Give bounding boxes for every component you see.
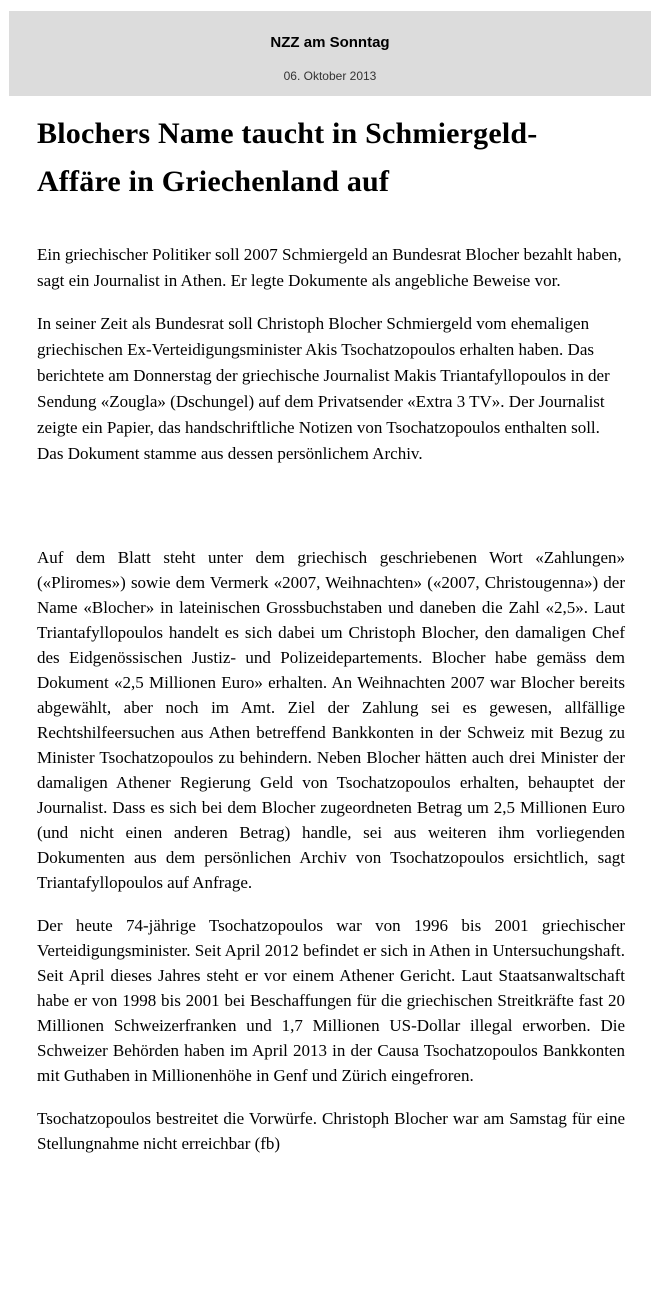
masthead: [9, 11, 651, 96]
article-paragraph: In seiner Zeit als Bundesrat soll Christoph Blocher Schmiergeld vom ehemaligen griechischen Ex-Verteidigungsminister Akis Tsochatzopoulos erhalten haben. Das berichtete am Donnerstag der griechische Journalist Makis Triantafyllopoulos in der Sendung «Zougla» (Dschungel) auf dem Privatsender «Extra 3 TV». Der Journalist zeigte ein Papier, das handschriftliche Notizen von Tsochatzopoulos enthalten soll. Das Dokument stamme aus dessen persönlichem Archiv.: [37, 314, 610, 463]
article-paragraph: Tsochatzopoulos bestreitet die Vorwürfe. Christoph Blocher war am Samstag für eine Stellungnahme nicht erreichbar (fb): [37, 1109, 625, 1153]
publication-name: NZZ am Sonntag: [270, 34, 390, 51]
headline-line-1: Blochers Name taucht in Schmiergeld-: [37, 117, 538, 150]
article-paragraph: Der heute 74-jährige Tsochatzopoulos war von 1996 bis 2001 griechischer Verteidigungsminister. Seit April 2012 befindet er sich in Athen in Untersuchungshaft. Seit April dieses Jahres steht er vor einem Athener Gericht. Laut Staatsanwaltschaft habe er von 1998 bis 2001 bei Beschaffungen für die griechischen Streitkräfte fast 20 Millionen Schweizerfranken und 1,7 Millionen US-Dollar illegal erworben. Die Schweizer Behörden haben im April 2013 in der Causa Tsochatzopoulos Bankkonten mit Guthaben in Millionenhöhe in Genf und Zürich eingefroren.: [37, 916, 625, 1085]
article-paragraph: Auf dem Blatt steht unter dem griechisch geschriebenen Wort «Zahlungen» («Pliromes») sowie dem Vermerk «2007, Weihnachten» («2007, Christougenna») der Name «Blocher» in lateinischen Grossbuchstaben und daneben die Zahl «2,5». Laut Triantafyllopoulos handelt es sich dabei um Christoph Blocher, den damaligen Chef des Eidgenössischen Justiz- und Polizeidepartements. Blocher habe gemäss dem Dokument «2,5 Millionen Euro» erhalten. An Weihnachten 2007 war Blocher bereits abgewählt, aber noch im Amt. Ziel der Zahlung sei es gewesen, allfällige Rechtshilfeersuchen aus Athen betreffend Bankkonten in der Schweiz mit Bezug zu Minister Tsochatzopoulos zu behindern. Neben Blocher hätten auch drei Minister der damaligen Athener Regierung Geld von Tsochatzopoulos erhalten, behauptet der Journalist. Dass es sich bei dem Blocher zugeordneten Betrag um 2,5 Millionen Euro (und nicht einen anderen Betrag) handle, sei aus weiteren ihm vorliegenden Dokumenten aus dem persönlichen Archiv von Tsochatzopoulos ersichtlich, sagt Triantafyllopoulos auf Anfrage.: [37, 548, 625, 892]
headline-line-2: Affäre in Griechenland auf: [37, 165, 390, 198]
article-body: [37, 110, 625, 1156]
publication-date: 06. Oktober 2013: [283, 69, 377, 83]
article-lead: Ein griechischer Politiker soll 2007 Schmiergeld an Bundesrat Blocher bezahlt haben, sagt ein Journalist in Athen. Er legte Dokumente als angebliche Beweise vor.: [37, 245, 622, 290]
article-headline: [37, 110, 625, 206]
article-page: [0, 11, 660, 1293]
